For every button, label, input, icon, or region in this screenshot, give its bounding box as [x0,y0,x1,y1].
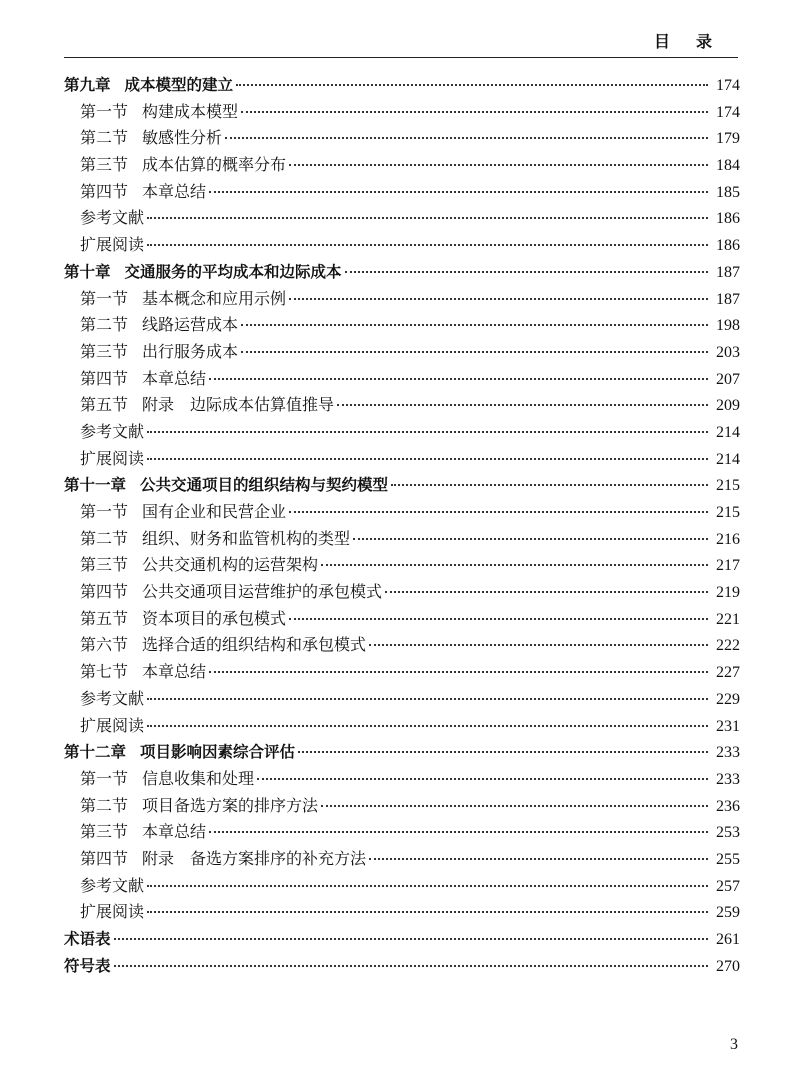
toc-entry-number: 第三节 [80,155,129,175]
toc-entry-title: 附录 备选方案排序的补充方法 [142,848,367,868]
toc-entry-number: 第六节 [80,635,129,655]
toc-section-row[interactable] [64,312,740,339]
dot-leader [147,698,708,700]
dot-leader [147,458,708,460]
dot-leader [353,538,708,540]
toc-entry-page: 187 [716,290,740,308]
toc-section-row[interactable] [64,366,740,393]
toc-entry-page: 217 [716,557,740,575]
toc-entry-number: 第一节 [80,288,129,308]
toc-section-row[interactable] [64,99,740,126]
dot-leader [236,84,708,86]
toc-sub-row[interactable] [64,446,740,473]
toc-entry-page: 227 [716,664,740,682]
toc-entry-title: 敏感性分析 [142,128,223,148]
dot-leader [147,885,708,887]
toc-entry-title: 公共交通机构的运营架构 [142,555,319,575]
dot-leader [289,511,708,513]
toc-entry-title: 符号表 [64,956,111,975]
toc-entry-number: 第五节 [80,608,129,628]
page-header-title: 目录 [653,32,738,51]
toc-entry-page: 233 [716,770,740,788]
dot-leader [241,111,708,113]
toc-entry-page: 174 [716,77,740,94]
toc-section-row[interactable] [64,632,740,659]
toc-entry-title: 扩展阅读 [80,902,145,922]
toc-entry-title: 信息收集和处理 [142,768,255,788]
toc-section-row[interactable] [64,526,740,553]
toc-entry-page: 253 [716,824,740,842]
dot-leader [241,324,708,326]
dot-leader [147,725,708,727]
toc-entry-number: 第五节 [80,395,129,415]
toc-entry-title: 出行服务成本 [142,341,239,361]
toc-section-row[interactable] [64,392,740,419]
toc-entry-page: 259 [716,904,740,922]
toc-section-row[interactable] [64,606,740,633]
dot-leader [298,751,708,753]
toc-entry-title: 参考文献 [80,688,145,708]
toc-entry-page: 219 [716,584,740,602]
toc-sub-row[interactable] [64,232,740,259]
toc-entry-title: 资本项目的承包模式 [142,608,287,628]
toc-entry-number: 第三节 [80,341,129,361]
toc-sub-row[interactable] [64,205,740,232]
toc-entry-title: 项目备选方案的排序方法 [142,795,319,815]
toc-entry-title: 公共交通项目的组织结构与契约模型 [140,476,389,495]
dot-leader [321,564,708,566]
toc-entry-number: 第四节 [80,582,129,602]
toc-entry-title: 公共交通项目运营维护的承包模式 [142,582,383,602]
toc-entry-number: 第一节 [80,502,129,521]
toc-entry-page: 215 [716,504,740,521]
toc-section-row[interactable] [64,125,740,152]
toc-entry-page: 255 [716,850,740,868]
toc-entry-page: 222 [716,637,740,655]
toc-entry-title: 术语表 [64,930,111,948]
toc-entry-title: 组织、财务和监管机构的类型 [142,528,351,548]
dot-leader [241,351,708,353]
toc-section-row[interactable] [64,286,740,313]
toc-section-row[interactable] [64,179,740,206]
toc-entry-number: 第七节 [80,662,129,682]
toc-entry-page: 215 [716,477,740,495]
toc-section-row[interactable] [64,552,740,579]
dot-leader [257,778,708,780]
toc-entry-page: 186 [716,237,740,255]
toc-section-row[interactable] [64,339,740,366]
dot-leader [209,191,708,193]
dot-leader [289,618,708,620]
toc-entry-page: 214 [716,450,740,468]
header-divider [64,57,738,58]
toc-entry-page: 185 [716,183,740,201]
dot-leader [114,938,708,940]
toc-entry-number: 第四节 [80,181,129,201]
toc-entry-page: 270 [716,957,740,975]
dot-leader [289,298,708,300]
toc-entry-page: 233 [716,744,740,762]
toc-entry-page: 207 [716,370,740,388]
toc-entry-title: 参考文献 [80,208,145,228]
dot-leader [369,858,708,860]
dot-leader [225,137,708,139]
toc-entry-page: 214 [716,423,740,441]
toc-section-row[interactable] [64,579,740,606]
dot-leader [369,644,708,646]
toc-entry-number: 第二节 [80,128,129,148]
toc-entry-title: 扩展阅读 [80,448,145,468]
dot-leader [289,164,708,166]
toc-entry-number: 第四节 [80,848,129,868]
toc-entry-number: 第二节 [80,528,129,548]
dot-leader [321,805,708,807]
table-of-contents [64,72,740,979]
dot-leader [391,484,708,486]
toc-entry-page: 186 [716,210,740,228]
toc-entry-title: 本章总结 [142,181,207,201]
toc-entry-page: 236 [716,797,740,815]
toc-entry-page: 257 [716,877,740,895]
toc-entry-page: 203 [716,343,740,361]
toc-section-row[interactable] [64,152,740,179]
toc-sub-row[interactable] [64,419,740,446]
dot-leader [147,431,708,433]
toc-chapter-row[interactable] [64,739,740,766]
toc-entry-page: 179 [716,130,740,148]
toc-entry-number: 第一节 [80,768,129,788]
toc-entry-title: 交通服务的平均成本和边际成本 [124,262,342,281]
toc-entry-title: 成本模型的建立 [124,76,234,94]
toc-entry-number: 第二节 [80,315,129,335]
toc-entry-title: 附录 边际成本估算值推导 [142,395,335,415]
toc-entry-page: 229 [716,690,740,708]
toc-chapter-row[interactable] [64,953,740,980]
page-number: 3 [730,1036,738,1053]
toc-entry-page: 174 [716,103,740,121]
toc-entry-number: 第九章 [64,76,111,94]
toc-entry-number: 第十章 [64,262,111,281]
toc-section-row[interactable] [64,766,740,793]
toc-entry-title: 扩展阅读 [80,715,145,735]
toc-entry-page: 198 [716,317,740,335]
toc-entry-page: 184 [716,157,740,175]
toc-entry-page: 261 [716,931,740,948]
toc-sub-row[interactable] [64,713,740,740]
toc-chapter-row[interactable] [64,472,740,499]
toc-chapter-row[interactable] [64,926,740,953]
toc-entry-number: 第十一章 [64,476,127,495]
toc-section-row[interactable] [64,846,740,873]
toc-entry-title: 线路运营成本 [142,315,239,335]
dot-leader [147,217,708,219]
toc-entry-title: 选择合适的组织结构和承包模式 [142,635,367,655]
dot-leader [209,831,708,833]
toc-entry-title: 本章总结 [142,822,207,842]
toc-chapter-row[interactable] [64,72,740,99]
toc-entry-page: 221 [716,610,740,628]
toc-section-row[interactable] [64,659,740,686]
toc-entry-number: 第一节 [80,101,129,121]
toc-entry-number: 第四节 [80,368,129,388]
toc-entry-title: 国有企业和民营企业 [142,502,287,521]
dot-leader [147,244,708,246]
toc-entry-title: 扩展阅读 [80,235,145,255]
toc-sub-row[interactable] [64,899,740,926]
toc-entry-page: 187 [716,263,740,281]
toc-section-row[interactable] [64,819,740,846]
dot-leader [209,378,708,380]
toc-entry-title: 成本估算的概率分布 [142,155,287,175]
dot-leader [114,965,708,967]
toc-entry-number: 第十二章 [64,743,127,762]
toc-section-row[interactable] [64,793,740,820]
dot-leader [345,271,708,273]
toc-entry-title: 项目影响因素综合评估 [140,743,296,762]
toc-entry-number: 第二节 [80,795,129,815]
toc-entry-page: 231 [716,717,740,735]
toc-section-row[interactable] [64,499,740,526]
toc-entry-title: 参考文献 [80,875,145,895]
dot-leader [385,591,708,593]
toc-entry-title: 本章总结 [142,368,207,388]
toc-entry-number: 第三节 [80,555,129,575]
toc-entry-number: 第三节 [80,822,129,842]
dot-leader [337,404,708,406]
toc-entry-title: 构建成本模型 [142,101,239,121]
toc-entry-page: 216 [716,530,740,548]
toc-entry-title: 基本概念和应用示例 [142,288,287,308]
toc-sub-row[interactable] [64,686,740,713]
toc-sub-row[interactable] [64,873,740,900]
toc-entry-title: 参考文献 [80,421,145,441]
toc-entry-title: 本章总结 [142,662,207,682]
dot-leader [209,671,708,673]
dot-leader [147,911,708,913]
toc-entry-page: 209 [716,397,740,415]
toc-chapter-row[interactable] [64,259,740,286]
